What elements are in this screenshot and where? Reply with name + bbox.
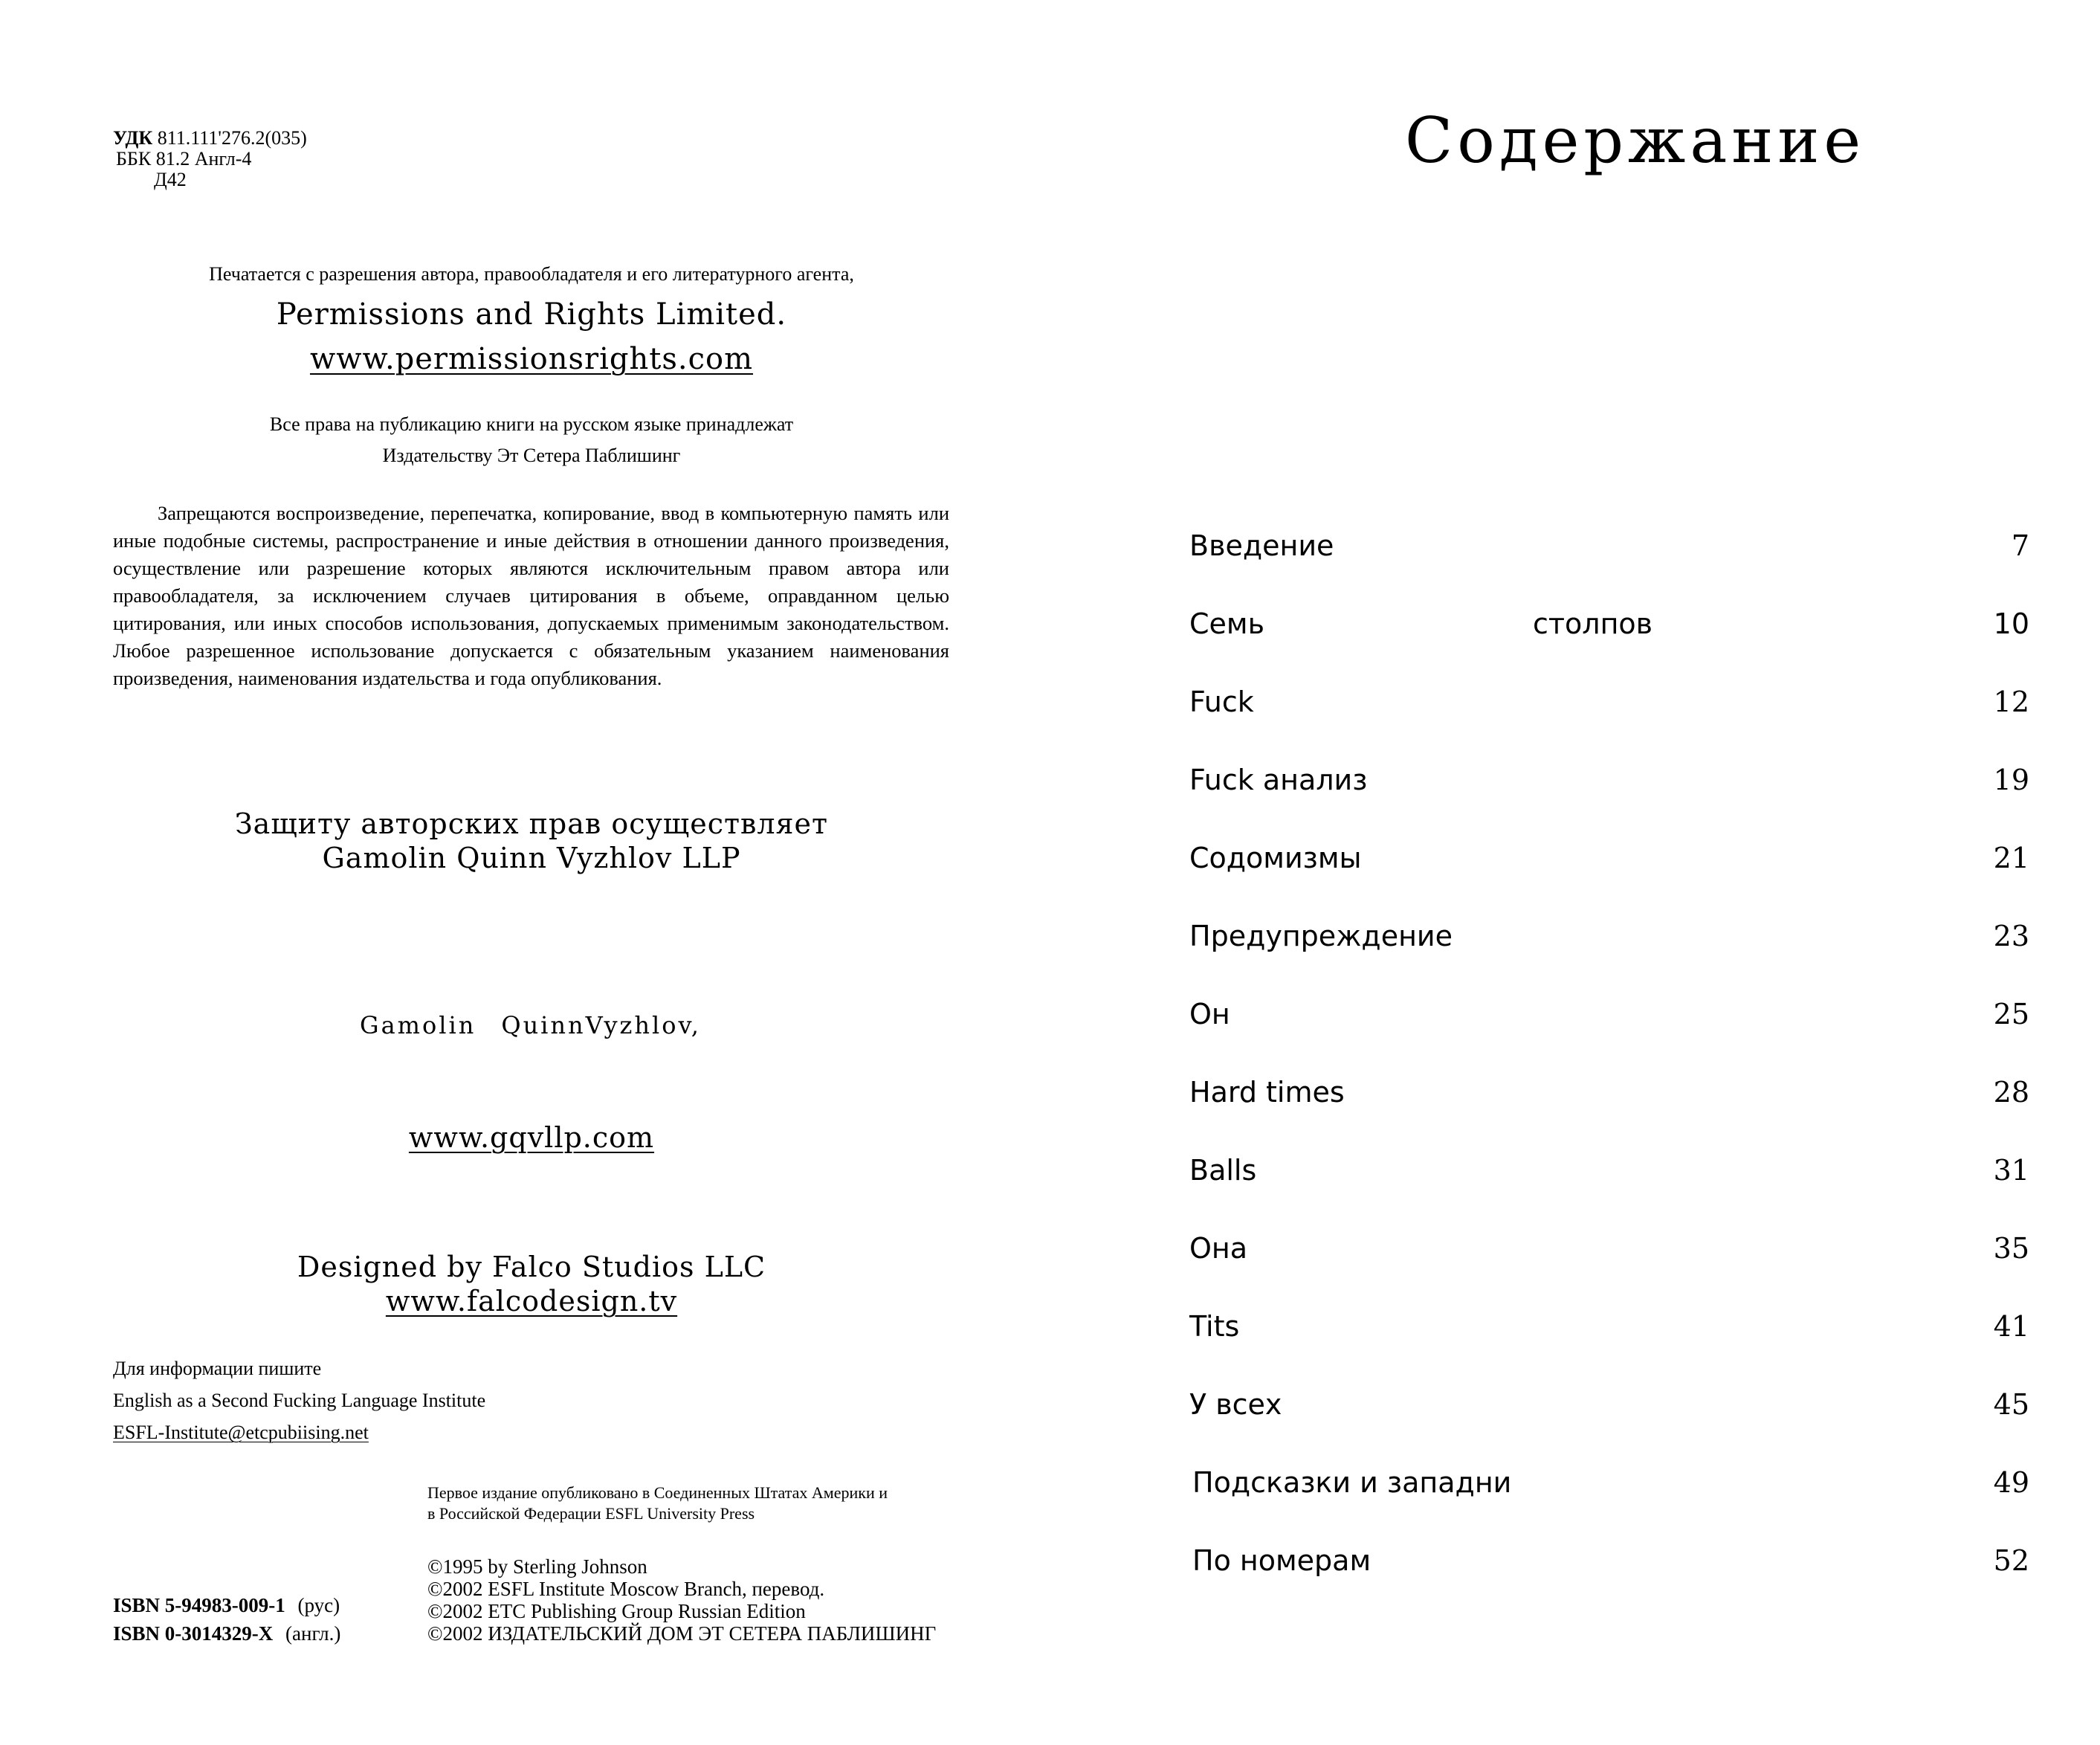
- toc-entry-label: Предупреждение: [1189, 920, 1453, 952]
- toc-entry-label: Введение: [1189, 529, 1334, 562]
- info-email-link[interactable]: ESFL-Institute@etcpubiising.net: [113, 1422, 369, 1443]
- first-edition-line-2: в Российской Федерации ESFL University Press: [427, 1504, 755, 1523]
- toc-entry-label: Он: [1189, 998, 1230, 1030]
- toc-entry-label: Balls: [1189, 1154, 1257, 1187]
- toc-entry[interactable]: [1189, 1154, 2029, 1199]
- toc-entry-label: По номерам: [1192, 1544, 1372, 1577]
- designer-url-link[interactable]: www.falcodesign.tv: [385, 1285, 678, 1317]
- toc-entry[interactable]: [1189, 1466, 2029, 1511]
- info-heading: Для информации пишите: [113, 1358, 322, 1379]
- copyright-1: ©1995 by Sterling Johnson: [427, 1555, 647, 1578]
- permission-line: Печатается с разрешения автора, правообладателя и его литературного агента,: [209, 263, 854, 285]
- toc-entry-page: 49: [1993, 1466, 2029, 1499]
- toc-entry-page: 10: [1993, 607, 2029, 640]
- isbn-english-number: ISBN 0-3014329-X: [113, 1622, 274, 1645]
- prohibition-paragraph: Запрещаются воспроизведение, перепечатка, копирование, ввод в компьютерную память или иные подобные системы, распространение и иные действия в отношении данного произведения, осуществление или разрешение которых являются исключительным правом автора или правообладателя, за исключением случаев цитирования в объеме, оправданном целью цитирования, или иных способов использования, допускаемых применимым законодательством. Любое разрешенное использование допускается с обязательным указанием наименования произведения, наименования издательства и года опубликования.: [113, 502, 949, 689]
- toc-entry-page: 23: [1993, 920, 2029, 952]
- toc-entry[interactable]: [1189, 686, 2029, 730]
- toc-entry[interactable]: [1189, 1076, 2029, 1120]
- toc-entry-page: 41: [1993, 1310, 2029, 1343]
- toc-entry[interactable]: [1189, 842, 2029, 886]
- toc-entry[interactable]: [1189, 1544, 2029, 1589]
- isbn-russian-number: ISBN 5-94983-009-1: [113, 1594, 285, 1616]
- toc-entry-page: 31: [1993, 1154, 2029, 1187]
- first-edition-line-1: Первое издание опубликовано в Соединенных Штатах Америки и: [427, 1483, 888, 1502]
- toc-entry[interactable]: [1189, 920, 2029, 964]
- toc-entry-page: 12: [1993, 686, 2029, 718]
- udk-label: УДК: [113, 127, 153, 149]
- copyright-2: ©2002 ESFL Institute Moscow Branch, перевод.: [427, 1578, 825, 1600]
- protection-line: Защиту авторских прав осуществляет: [234, 807, 829, 840]
- toc-entry-label: Hard times: [1189, 1076, 1345, 1109]
- toc-entry-label: Семь: [1189, 607, 1264, 640]
- rights-line-1: Все права на публикацию книги на русском языке принадлежат: [269, 413, 794, 435]
- udk-line: [113, 128, 307, 148]
- toc-entry-page: 45: [1993, 1388, 2029, 1421]
- toc-entry-label: Она: [1189, 1232, 1248, 1265]
- toc-entry[interactable]: [1189, 764, 2029, 808]
- toc-entry-page: 21: [1993, 842, 2029, 874]
- toc-entry-label: Подсказки и западни: [1192, 1466, 1512, 1499]
- law-firm-short-1: Gamolin: [360, 1011, 476, 1039]
- copyright-3: ©2002 ETC Publishing Group Russian Edition: [427, 1600, 806, 1622]
- agent-url-link[interactable]: www.permissionsrights.com: [309, 342, 754, 376]
- law-firm-url-link[interactable]: www.gqvllp.com: [408, 1121, 655, 1154]
- toc-entry-page: 19: [1993, 764, 2029, 796]
- toc-entry[interactable]: [1189, 529, 2029, 574]
- author-code: Д42: [154, 169, 187, 190]
- toc-entry-label: У всех: [1189, 1388, 1282, 1421]
- toc-entry-label: Содомизмы: [1189, 842, 1362, 874]
- toc-entry-page: 28: [1993, 1076, 2029, 1109]
- isbn-english-lang: (англ.): [285, 1622, 341, 1645]
- toc-entry-label: Tits: [1189, 1310, 1240, 1343]
- bbk-line: ББК 81.2 Англ-4: [116, 148, 252, 170]
- toc-entry[interactable]: [1189, 1232, 2029, 1277]
- toc-entry-page: 35: [1993, 1232, 2029, 1265]
- law-firm-name: Gamolin Quinn Vyzhlov LLP: [322, 842, 741, 874]
- isbn-english: [113, 1619, 340, 1648]
- toc-entry[interactable]: [1189, 998, 2029, 1042]
- toc-entry-page: 7: [2011, 529, 2029, 562]
- toc-entry-page: 52: [1993, 1544, 2029, 1577]
- toc-entry-page: 25: [1993, 998, 2029, 1030]
- toc-entry[interactable]: [1189, 1388, 2029, 1433]
- info-org: English as a Second Fucking Language Institute: [113, 1390, 486, 1411]
- toc-title: Содержание: [1405, 104, 1866, 177]
- copyright-4: ©2002 ИЗДАТЕЛЬСКИЙ ДОМ ЭТ СЕТЕРА ПАБЛИШИНГ: [427, 1622, 937, 1645]
- toc-entry-label: Fuck: [1189, 686, 1254, 718]
- law-firm-short: [360, 1011, 701, 1039]
- rights-line-2: Издательству Эт Сетера Паблишинг: [382, 445, 681, 466]
- toc-entry-label: Fuck анализ: [1189, 764, 1368, 796]
- udk-value: 811.111'276.2(035): [157, 127, 307, 149]
- toc-entry[interactable]: [1189, 1310, 2029, 1355]
- isbn-russian-lang: (рус): [297, 1594, 340, 1616]
- designer-line: Designed by Falco Studios LLC: [297, 1251, 766, 1283]
- agent-name: Permissions and Rights Limited.: [276, 297, 787, 332]
- law-firm-short-2: QuinnVyzhlov,: [501, 1011, 701, 1039]
- toc-entry-label-part-2: столпов: [1533, 607, 1653, 640]
- isbn-russian: [113, 1591, 340, 1619]
- toc-entry[interactable]: [1189, 607, 2029, 652]
